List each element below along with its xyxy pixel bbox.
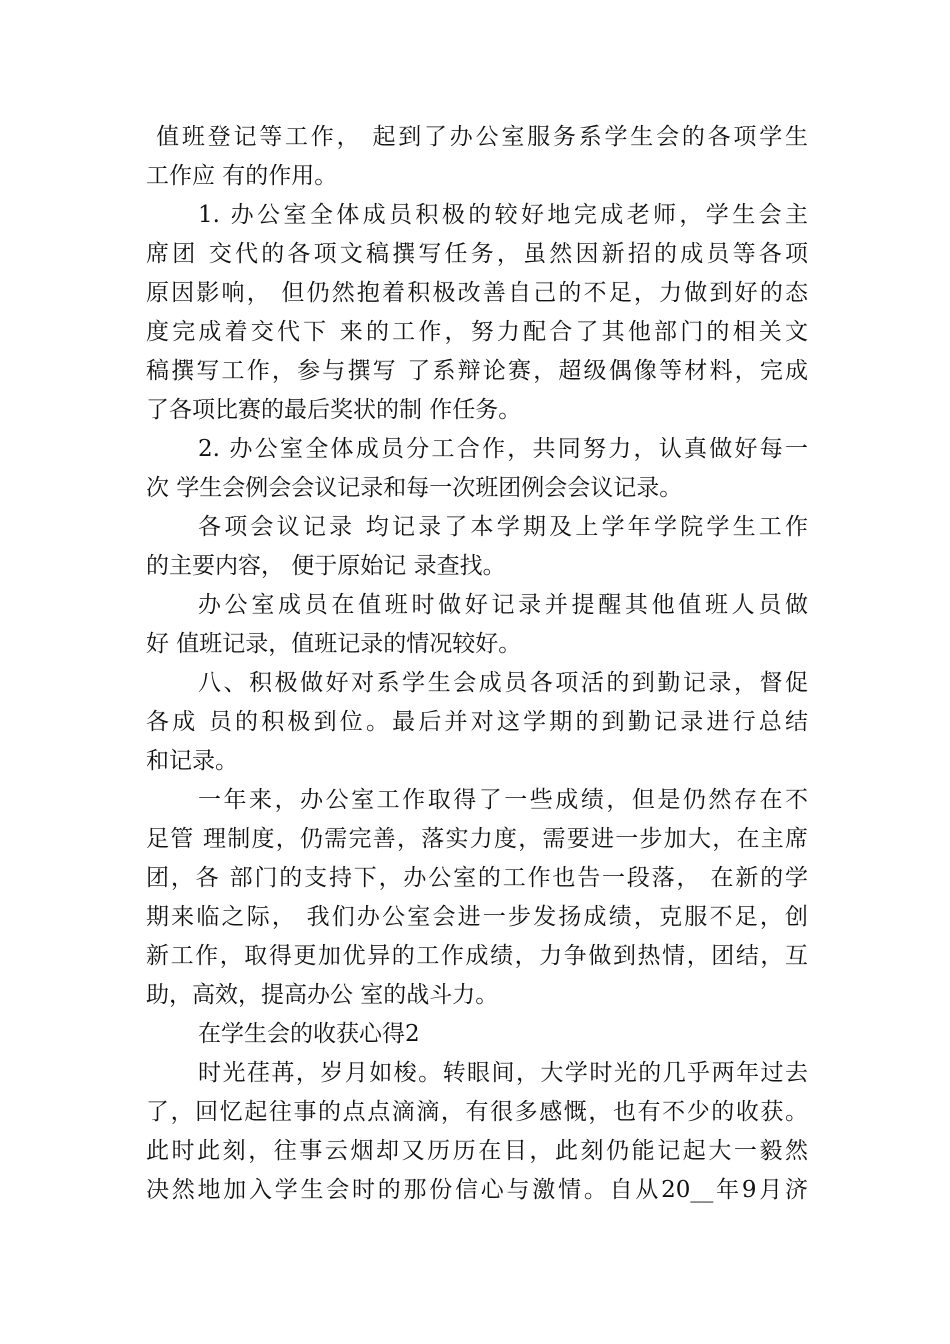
text-line: 工作应 有的作用。 <box>146 163 338 189</box>
text-line: 2. 办公室全体成员分工合作，共同努力，认真做好每一 <box>198 436 808 462</box>
text-line: 了，回忆起往事的点点滴滴，有很多感慨，也有不少的收获。 <box>146 1099 808 1125</box>
text-line: 了各项比赛的最后奖状的制 作任务。 <box>146 397 522 423</box>
text-line: 一年来，办公室工作取得了一些成绩，但是仍然存在不 <box>198 787 808 813</box>
text-line: 1. 办公室全体成员积极的较好地完成老师，学生会主 <box>198 202 808 228</box>
text-line: 原因影响， 但仍然抱着积极改善自己的不足，力做到好的态 <box>146 280 808 306</box>
text-line: 和记录。 <box>146 748 238 774</box>
text-line: 好 值班记录，值班记录的情况较好。 <box>146 631 522 657</box>
text-line: 时光荏苒，岁月如梭。转眼间，大学时光的几乎两年过去 <box>198 1060 808 1086</box>
text-line: 团，各 部门的支持下，办公室的工作也告一段落， 在新的学 <box>146 865 808 891</box>
document-body <box>146 118 808 1210</box>
text-line: 的主要内容， 便于原始记 录查找。 <box>146 553 506 579</box>
text-line: 席团 交代的各项文稿撰写任务，虽然因新招的成员等各项 <box>146 241 808 267</box>
text-line: 新工作，取得更加优异的工作成绩，力争做到热情，团结，互 <box>146 943 808 969</box>
text-line: 此时此刻，往事云烟却又历历在目，此刻仍能记起大一毅然 <box>146 1138 808 1164</box>
text-line: 办公室成员在值班时做好记录并提醒其他值班人员做 <box>198 592 808 618</box>
text-line: 次 学生会例会会议记录和每一次班团例会会议记录。 <box>146 475 683 501</box>
text-line: 助，高效，提高办公 室的战斗力。 <box>146 982 499 1008</box>
text-line: 期来临之际， 我们办公室会进一步发扬成绩，克服不足，创 <box>146 904 808 930</box>
text-line: 各项会议记录 均记录了本学期及上学年学院学生工作 <box>198 514 808 540</box>
text-line: 八、积极做好对系学生会成员各项活的到勤记录，督促 <box>198 670 808 696</box>
text-line: 决然地加入学生会时的那份信心与激情。自从20__年9月济 <box>146 1177 808 1203</box>
text-line: 度完成着交代下 来的工作，努力配合了其他部门的相关文 <box>146 319 808 345</box>
text-line: 足管 理制度，仍需完善，落实力度，需要进一步加大，在主席 <box>146 826 808 852</box>
section-heading: 在学生会的收获心得2 <box>198 1021 420 1047</box>
text-line: 稿撰写工作，参与撰写 了系辩论赛，超级偶像等材料，完成 <box>146 358 808 384</box>
text-line: 各成 员的积极到位。最后并对这学期的到勤记录进行总结 <box>146 709 808 735</box>
text-line: 值班登记等工作， 起到了办公室服务系学生会的各项学生 <box>146 124 808 150</box>
